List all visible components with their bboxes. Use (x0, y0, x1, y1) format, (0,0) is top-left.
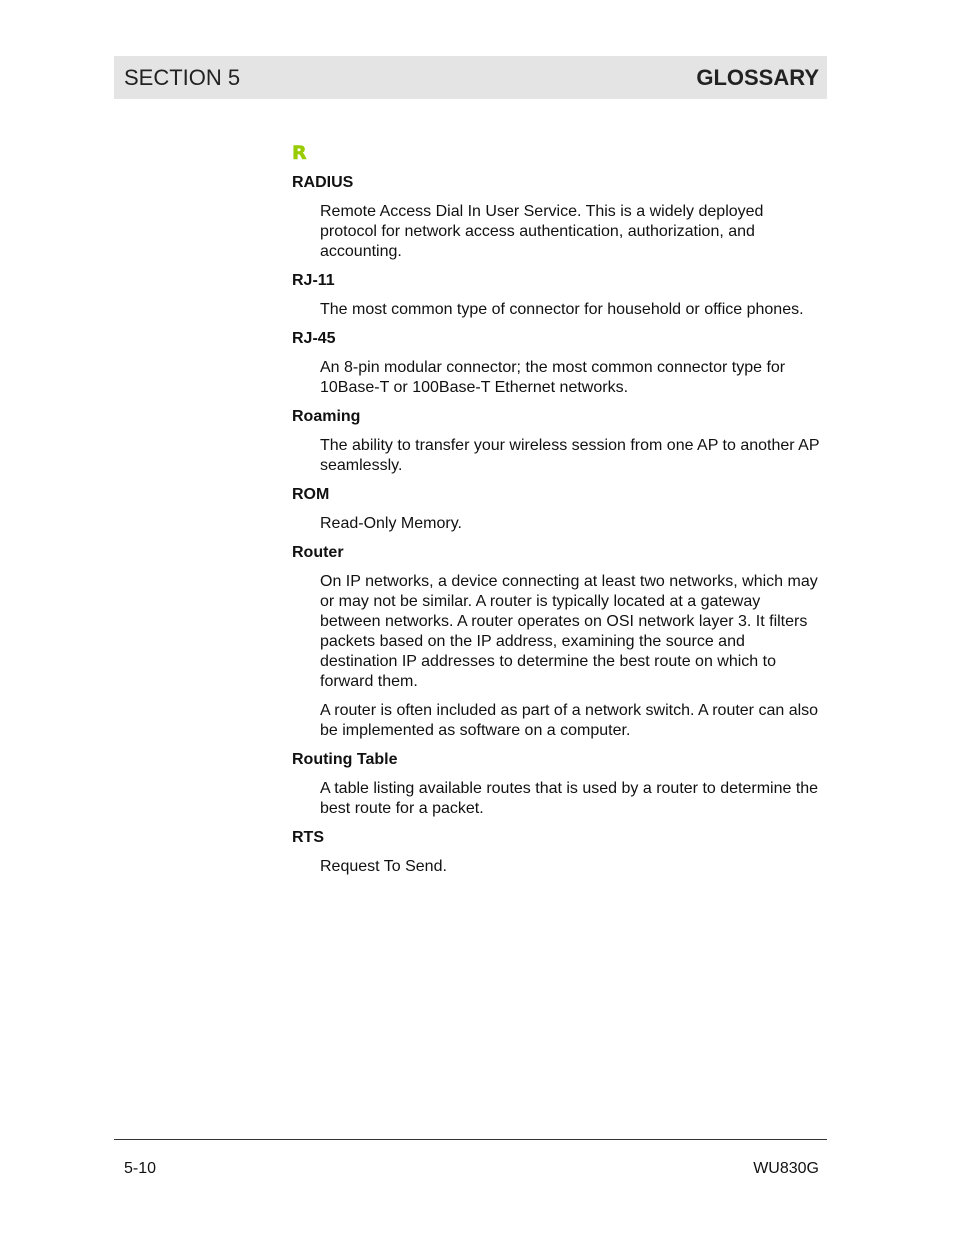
section-label: SECTION 5 (124, 65, 241, 90)
glossary-definition: A router is often included as part of a network switch. A router can also be implemented as software on a computer. (320, 702, 819, 739)
glossary-definition: A table listing available routes that is used by a router to determine the best route for a packet. (320, 780, 819, 817)
glossary-definition: The ability to transfer your wireless session from one AP to another AP seamlessly. (320, 437, 820, 474)
glossary-definition: An 8-pin modular connector; the most common connector type for 10Base-T or 100Base-T Ethernet networks. (320, 359, 786, 396)
glossary-definition: Remote Access Dial In User Service. This is a widely deployed protocol for network access authentication, authorization, and accounting. (320, 203, 764, 260)
glossary-definition: Request To Send. (320, 858, 447, 875)
glossary-term: Roaming (292, 408, 361, 425)
section-header (114, 56, 827, 99)
page-number: 5-10 (124, 1160, 157, 1177)
glossary-term: Routing Table (292, 751, 398, 768)
glossary-term: RADIUS (292, 174, 354, 191)
footer-divider (114, 1139, 827, 1140)
glossary-term: RTS (292, 829, 324, 846)
glossary-letter-heading: R (292, 142, 307, 164)
glossary-term: RJ-11 (292, 272, 335, 289)
glossary-definition: On IP networks, a device connecting at least two networks, which may or may not be similar. A router is typically located at a gateway between networks. A router operates on OSI network layer 3. It filters packets based on the IP address, examining the source and destination IP addresses to determine the best route on which to forward them. (320, 573, 818, 690)
glossary-definition: The most common type of connector for household or office phones. (320, 301, 804, 318)
glossary-content (292, 142, 822, 886)
glossary-definition: Read-Only Memory. (320, 515, 462, 532)
glossary-term: ROM (292, 486, 330, 503)
chapter-title: GLOSSARY (696, 65, 819, 90)
glossary-term: RJ-45 (292, 330, 336, 347)
glossary-term: Router (292, 544, 344, 561)
product-model: WU830G (753, 1160, 819, 1177)
